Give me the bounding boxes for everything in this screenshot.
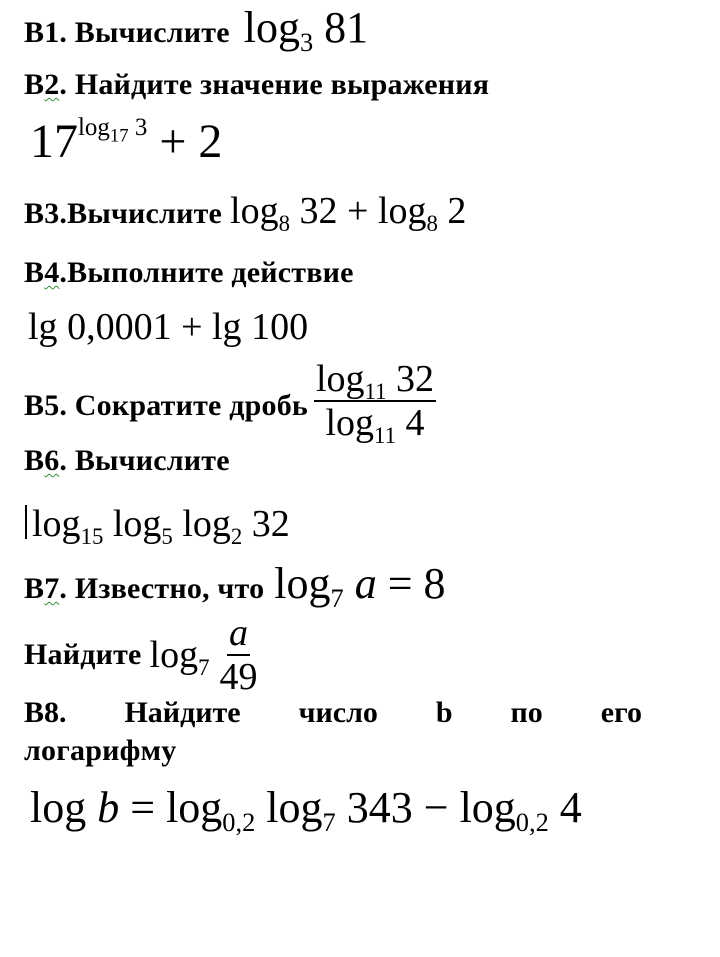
- lg-symbol: lg: [28, 306, 58, 348]
- task-b2-label: [24, 68, 489, 102]
- equals-value: = 8: [387, 559, 446, 608]
- log-base: 3: [299, 27, 314, 58]
- label-prefix: B: [24, 444, 45, 477]
- log-argument: 2: [447, 190, 467, 232]
- label-number: 7: [44, 572, 60, 605]
- label-prefix: B: [24, 68, 45, 101]
- task-b5-fraction: [314, 358, 436, 448]
- label-number: 4: [44, 256, 60, 289]
- log-base: 0,2: [515, 807, 549, 838]
- fraction-denominator: 49: [219, 656, 258, 698]
- task-b3-expression: [230, 190, 467, 236]
- power-exponent: [78, 113, 148, 147]
- log-base: 7: [198, 654, 210, 680]
- task-b7-find-label: Найдите: [24, 638, 142, 671]
- log-symbol: log: [166, 783, 223, 832]
- log-argument: 32: [299, 190, 338, 232]
- label-prefix: B: [24, 572, 45, 605]
- minus-sign: −: [423, 783, 449, 832]
- log-symbol: log: [377, 190, 427, 232]
- plus-sign: +: [347, 190, 369, 232]
- task-b7-expression: [274, 559, 446, 614]
- log-text: log: [149, 634, 199, 676]
- lg-argument: 100: [251, 306, 309, 348]
- word: число: [298, 696, 378, 729]
- log-symbol: log: [315, 358, 365, 400]
- log-argument: 32: [251, 503, 290, 545]
- power-base: 17: [30, 115, 78, 168]
- log-argument: 4: [405, 402, 425, 444]
- label-text: . Известно, что: [59, 572, 265, 605]
- task-b2-expression: [30, 113, 223, 168]
- task-b5-label: B5. Сократите дробь: [24, 389, 308, 422]
- label-number: 2: [44, 68, 60, 101]
- task-b6-expression: [32, 503, 290, 549]
- log-base: 7: [330, 583, 344, 614]
- word: Найдите: [124, 696, 241, 729]
- task-b1: [24, 3, 369, 58]
- log-base: 15: [80, 523, 104, 549]
- lg-symbol: lg: [212, 306, 242, 348]
- log-symbol: log: [112, 503, 162, 545]
- task-b5: [24, 358, 436, 448]
- word: B8.: [24, 696, 67, 729]
- word: его: [600, 696, 642, 729]
- log-base: 8: [426, 210, 438, 236]
- log-base: 0,2: [222, 807, 256, 838]
- label-text: . Вычислите: [59, 444, 230, 477]
- log-argument: 81: [324, 3, 369, 52]
- equals-sign: =: [130, 783, 156, 832]
- log-symbol: log: [325, 402, 375, 444]
- task-b7: [24, 559, 446, 614]
- task-b1-expression: [243, 3, 369, 58]
- lg-argument: 0,0001: [67, 306, 172, 348]
- log-symbol: log: [266, 783, 323, 832]
- variable: b: [97, 783, 120, 832]
- log-symbol: log: [243, 3, 300, 52]
- log-base: 8: [278, 210, 290, 236]
- task-b4-expression: [28, 308, 308, 346]
- word: b: [435, 696, 453, 729]
- log-symbol: [149, 634, 210, 680]
- fraction-denominator: [323, 402, 426, 448]
- label-number: 6: [44, 444, 60, 477]
- text-cursor: [25, 505, 27, 539]
- plus-sign: +: [181, 306, 203, 348]
- word: по: [510, 696, 543, 729]
- log-symbol: log: [182, 503, 231, 545]
- variable: a: [354, 559, 377, 608]
- log-base: 11: [364, 378, 387, 404]
- task-b7-find: [24, 614, 260, 696]
- log-base: 2: [230, 523, 243, 549]
- log-symbol: log: [230, 190, 279, 232]
- log-argument: 343: [346, 783, 413, 832]
- task-b8-expression: [30, 783, 582, 838]
- task-b1-label: B1. Вычислите: [24, 16, 230, 49]
- log-base: 7: [322, 807, 336, 838]
- log-symbol: log: [274, 559, 331, 608]
- fraction-numerator: [314, 360, 436, 402]
- expression-tail: + 2: [159, 115, 223, 168]
- log-argument: 4: [559, 783, 582, 832]
- log-argument: 32: [395, 358, 434, 400]
- log-symbol: log: [32, 503, 81, 545]
- log-argument: 3: [134, 113, 148, 141]
- task-b6-label: [24, 444, 230, 478]
- task-b8-line1: [24, 696, 642, 730]
- label-prefix: B: [24, 256, 45, 289]
- log-symbol: log: [30, 783, 87, 832]
- task-b4-label: [24, 256, 354, 290]
- label-text: . Найдите значение выражения: [59, 68, 490, 101]
- log-base: 5: [161, 523, 173, 549]
- log-symbol: log: [459, 783, 516, 832]
- task-b7-label: [24, 572, 264, 605]
- task-b3-label: B3.Вычислите: [24, 197, 223, 230]
- log-symbol: log: [78, 113, 110, 141]
- log-base: 11: [374, 422, 396, 448]
- task-b3: [24, 190, 467, 236]
- log-base: 17: [109, 125, 129, 147]
- label-text: .Выполните действие: [59, 256, 354, 289]
- fraction-numerator: a: [229, 612, 249, 654]
- task-b7-fraction: [218, 614, 260, 696]
- task-b8-line2: логарифму: [24, 734, 177, 767]
